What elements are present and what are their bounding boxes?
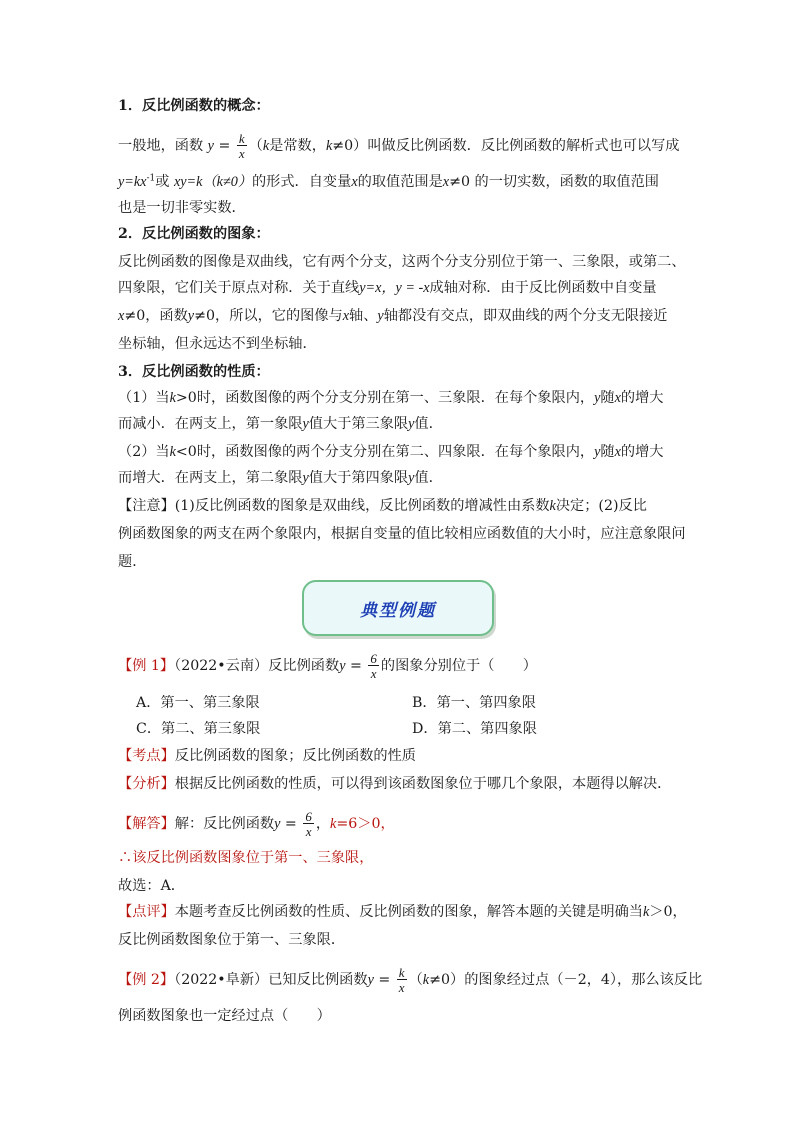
fraction-6-over-x-solution: $\frac{6}{x}$ [305,809,312,839]
comment-line-1: 【点评】本题考查反比例函数的性质、反比例函数的图象，解答本题的关键是明确当k＞0， [118,904,687,920]
fraction-6-over-x: $\frac{6}{x}$ [370,651,377,681]
section-2-heading: 2．反比例函数的图象： [118,226,270,242]
example-1-stem: 【例 1】（2022•云南）反比例函数y = $\frac{6}{x}$ 的图象分别位于（ ） [118,651,537,681]
option-a: A．第一、第三象限 [136,695,260,711]
example-2-stem: 【例 2】（2022•阜新）已知反比例函数y = $\frac{k}{x}$ （k≠0）的图象经过点（－2，4），那么该反比 [118,965,703,995]
option-d: D．第二、第四象限 [412,721,537,737]
option-c: C．第二、第三象限 [136,721,261,737]
example-2-line-2: 例函数图象也一定经过点（ ） [118,1008,331,1024]
analysis: 【分析】根据反比例函数的性质，可以得到该函数图象位于哪几个象限，本题得以解决． [118,776,672,792]
s3-property-1-line-1: （1）当k>0时，函数图像的两个分支分别在第一、三象限．在每个象限内，y随x的增大 [118,390,664,406]
choose-line: 故选：A． [118,878,185,894]
s2-line-2: 四象限，它们关于原点对称．关于直线y=x，y = -x成轴对称．由于反比例函数中自变量 [118,280,657,296]
comment-line-2: 反比例函数图象位于第一、三象限． [118,932,346,948]
s1-line-3: 也是一切非零实数． [118,200,246,216]
banner-title: 典型例题 [360,600,436,621]
note-line-3: 题． [118,554,147,570]
therefore-line: ∴该反比例函数图象位于第一、三象限， [118,850,374,866]
solution: 【解答】解：反比例函数y = $\frac{6}{x}$ ，k=6＞0， [118,809,395,839]
option-b: B．第一、第四象限 [412,695,536,711]
s1-line-1: 一般地，函数 y = $\frac{k}{x}$ （k是常数，k≠0）叫做反比例函数．反比例函数的解析式也可以写成 [118,131,680,161]
note-line-2: 例函数图象的两支在两个象限内，根据自变量的值比较相应函数值的大小时，应注意象限问 [118,526,686,542]
s2-line-4: 坐标轴，但永远达不到坐标轴． [118,336,317,352]
s2-line-1: 反比例函数的图像是双曲线，它有两个分支，这两个分支分别位于第一、三象限，或第二、 [118,254,686,270]
typical-examples-banner [302,580,494,636]
section-3-heading: 3．反比例函数的性质： [118,364,270,380]
key-point: 【考点】反比例函数的图象；反比例函数的性质 [118,748,416,764]
note-line-1: 【注意】(1)反比例函数的图象是双曲线，反比例函数的增减性由系数k决定；(2)反比 [118,498,647,514]
s3-property-2-line-1: （2）当k<0时，函数图像的两个分支分别在第二、四象限．在每个象限内，y随x的增大 [118,444,664,460]
s3-property-2-line-2: 而增大．在两支上，第二象限y值大于第四象限y值． [118,470,443,486]
section-1-heading: 1．反比例函数的概念： [118,98,270,114]
fraction-k-over-x: $\frac{k}{x}$ [238,131,245,161]
fraction-k-over-x-ex2: $\frac{k}{x}$ [398,965,405,995]
s3-property-1-line-2: 而减小．在两支上，第一象限y值大于第三象限y值． [118,416,443,432]
s2-line-3: x≠0，函数y≠0，所以，它的图像与x轴、y轴都没有交点，即双曲线的两个分支无限接近 [118,308,668,324]
s1-line-2: $y=kx^{-1}$或 xy=k（k≠0）的形式．自变量x的取值范围是x≠0 的一切实数，函数的取值范围 [118,173,659,190]
